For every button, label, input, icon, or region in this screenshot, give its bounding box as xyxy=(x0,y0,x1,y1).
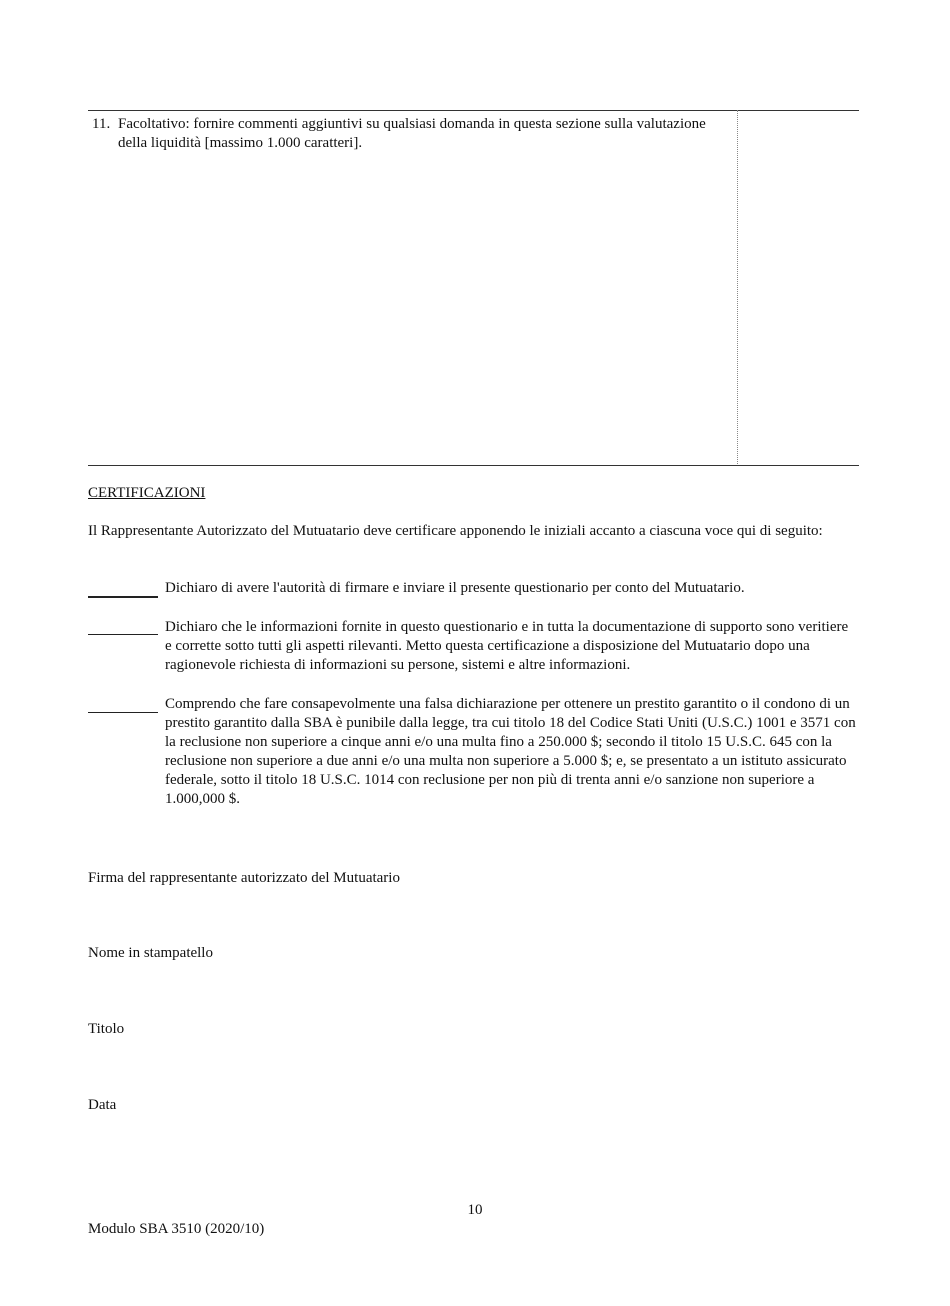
certifications-intro: Il Rappresentante Autorizzato del Mutuatario deve certificare apponendo le iniziali accanto a ciascuna voce qui di seguito: xyxy=(88,523,823,539)
certification-item-1: Dichiaro di avere l'autorità di firmare e inviare il presente questionario per conto del Mutuatario. xyxy=(165,580,745,596)
form-identifier: Modulo SBA 3510 (2020/10) xyxy=(88,1221,265,1237)
signature-label: Firma del rappresentante autorizzato del Mutuatario xyxy=(88,870,400,886)
question-text: Facoltativo: fornire commenti aggiuntivi su qualsiasi domanda in questa sezione sulla valutazione della liquidità [massimo 1.000 caratteri]. xyxy=(118,116,706,151)
page-number: 10 xyxy=(467,1202,483,1218)
date-label: Data xyxy=(88,1097,117,1113)
certification-item-2: Dichiaro che le informazioni fornite in questo questionario e in tutta la documentazione di supporto sono veritiere e corrette sotto tutti gli aspetti rilevanti. Metto questa certificazione a disposizione del Mutuatario dopo una ragionevole richiesta di informazioni su persone, sistemi e altre informazioni. xyxy=(165,619,849,673)
initials-field-2[interactable] xyxy=(88,618,158,635)
certification-item-3: Comprendo che fare consapevolmente una falsa dichiarazione per ottenere un prestito garantito o il condono di un prestito garantito dalla SBA è punibile dalla legge, tra cui titolo 18 del Codice Stati Uniti (U.S.C.) 1001 e 3571 con la reclusione non superiore a cinque anni e/o una multa fino a 250.000 $; secondo il titolo 15 U.S.C. 645 con la reclusione non superiore a due anni e/o una multa non superiore a 5.000 $; e, se presentato a un istituto assicurato federale, sotto il titolo 18 U.S.C. 1014 con reclusione per non più di trenta anni e/o sanzione non superiore a 1.000,000 $. xyxy=(165,696,856,807)
printed-name-label: Nome in stampatello xyxy=(88,945,213,961)
question-number: 11. xyxy=(92,116,111,132)
question-11-answer-field[interactable] xyxy=(738,111,858,463)
title-label: Titolo xyxy=(88,1021,125,1037)
certifications-title: CERTIFICAZIONI xyxy=(88,485,206,501)
initials-field-1[interactable] xyxy=(88,580,158,598)
initials-field-3[interactable] xyxy=(88,696,158,713)
